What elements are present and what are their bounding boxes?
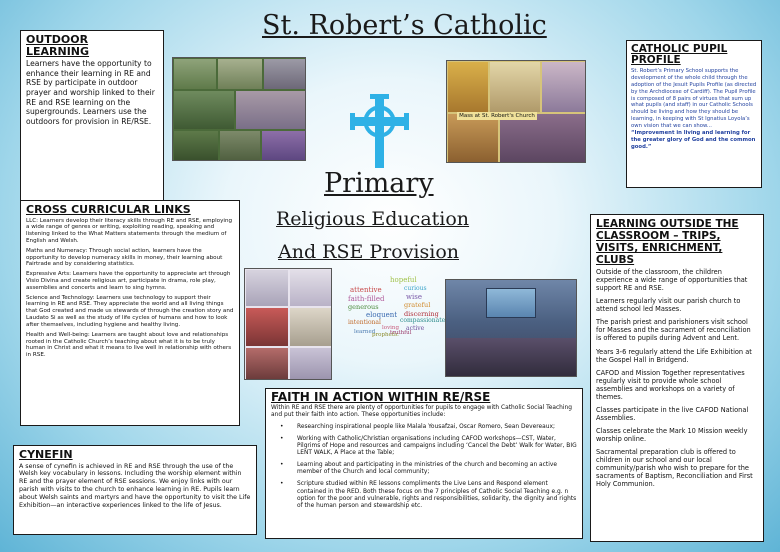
word-cloud-word: discerning: [404, 310, 439, 318]
word-cloud-word: attentive: [350, 286, 382, 294]
title-primary: Primary: [324, 168, 434, 199]
outdoor-learning-panel: [20, 30, 164, 202]
cynefin-heading: CYNEFIN: [19, 448, 73, 461]
outside-classroom-text: Learners regularly visit our parish church to attend school led Masses.: [596, 297, 741, 314]
cynefin-panel: [13, 445, 257, 535]
outdoor-photo: [174, 131, 218, 161]
children-seated-photo: [446, 338, 577, 377]
word-cloud-word: intentional: [348, 319, 381, 326]
faith-in-action-item: • Scripture studied within RE lessons compliments the Live Lens and Respond element contained in the RED. Both these focus on the 7 principles of Catholic Social Teaching e.g. n option for the poor and vulnerable, rights and responsibilities, solidarity, the dignity and rights of the human person and stewardship etc.: [271, 481, 577, 509]
outside-classroom-text: Outside of the classroom, the children experience a wide range of opportunities that support RE and RSE.: [596, 268, 748, 293]
pupil-photo: [246, 348, 288, 380]
cross-curricular-arts: Expressive Arts: Learners have the opportunity to appreciate art through Visio Divina and create religious art, participate in drama, role play, assemblies and concerts and learn to sing hymns.: [26, 271, 231, 291]
cross-curricular-science: Science and Technology: Learners use technology to support their learning in RE and RSE. They appreciate the world and all living things that God created and made us stewards of through the creation story and Laudato Si as well as the study of life cycles of humans and how to look after themselves, including hygiene and healthy living.: [26, 294, 234, 328]
faith-in-action-item: • Researching inspirational people like Malala Yousafzai, Oscar Romero, Sean Devereaux;: [271, 424, 577, 431]
cross-curricular-heading: CROSS CURRICULAR LINKS: [26, 203, 191, 216]
pupil-profile-quote: “Improvement in living and learning for the greater glory of God and the common good.”: [631, 129, 756, 150]
mass-photo-collage: [446, 60, 586, 163]
pupil-profile-panel: [626, 40, 762, 188]
outdoor-learning-heading: OUTDOOR LEARNING: [26, 33, 90, 58]
word-cloud-word: generous: [348, 303, 379, 311]
mass-photo-caption: Mass at St. Robert's Church: [457, 112, 537, 120]
faith-in-action-list: [271, 424, 577, 510]
cross-curricular-health: Health and Well-being: Learners are taught about love and relationships rooted in the Catholic Church’s teaching about what it is to be truly human in Christ and what it means to live well in relationship with others in RSE.: [26, 331, 232, 359]
word-cloud-word: curious: [404, 285, 427, 292]
outside-classroom-text: Classes celebrate the Mark 10 Mission weekly worship online.: [596, 426, 748, 443]
presentation-screen-photo: [486, 288, 536, 318]
prayer-photo-collage: [244, 268, 332, 380]
outside-classroom-text: Years 3-6 regularly attend the Life Exhibition at the Gospel Hall in Bridgend.: [596, 347, 752, 364]
outside-classroom-text: Sacramental preparation club is offered to children in our school and our local community/parish who wish to prepare for the sacraments of Baptism, Reconciliation and First Holy Communion.: [596, 447, 753, 488]
outdoor-photo: [264, 59, 306, 89]
outdoor-photo-collage: [172, 57, 306, 161]
word-cloud-word: compassionate: [400, 317, 446, 324]
faith-in-action-item: • Working with Catholic/Christian organisations including CAFOD workshops—CST, Water, Pilgrims of Hope and resources and campaigns including ‘Cancel the Debt’ Walk for Water, BIG LENT WALK, A Place at the Table;: [271, 436, 577, 457]
outside-classroom-heading: LEARNING OUTSIDE THE CLASSROOM – TRIPS, VISITS, ENRICHMENT, CLUBS: [596, 218, 739, 267]
pupil-photo: [246, 308, 288, 346]
word-cloud-word: hopeful: [390, 276, 417, 284]
word-cloud-word: grateful: [404, 301, 431, 309]
school-name: St. Robert’s Catholic: [262, 10, 547, 41]
outside-classroom-text: CAFOD and Mission Together representatives regularly visit to provide whole school assemblies and workshops on a variety of themes.: [596, 368, 745, 401]
church-photo: [490, 62, 540, 112]
cynefin-text: A sense of cynefin is achieved in RE and RSE through the use of the Welsh key vocabulary in lessons. Including the worship element within RE and the prayer element of RSE sessions. We enjoy links with our parish with visits to the church to enhance learning in RE. Pupils learn about Welsh saints and martyrs and have the opportunity to visit the Life Exhibition—an interactive experiences linked to the life of Jesus.: [19, 462, 251, 509]
pupil-profile-heading: CATHOLIC PUPIL PROFILE: [631, 43, 728, 67]
cross-curricular-llc: LLC: Learners develop their literacy skills through RE and RSE, employing a wide range of genres or writing, exploiting reading, speaking and listening linked to the What Matters statements through the medium of English and Welsh.: [26, 217, 233, 244]
word-cloud-word: active: [406, 325, 425, 332]
faith-in-action-item: • Learning about and participating in the ministries of the church and becoming an active member of the Church and local community;: [271, 462, 577, 476]
pupil-profile-text: [631, 68, 757, 151]
faith-in-action-panel: [265, 388, 583, 539]
word-cloud-word: faith-filled: [348, 295, 385, 303]
outdoor-photo: [218, 59, 262, 89]
workshop-photo: [445, 279, 577, 377]
title-religious-education: Religious Education: [276, 208, 470, 230]
virtues-word-cloud: [348, 276, 446, 340]
cross-curricular-maths: Maths and Numeracy: Through social action, learners have the opportunity to develop numeracy skills in money, their learning about Fairtrade and by considering statistics.: [26, 247, 223, 268]
outdoor-photo: [174, 91, 234, 129]
artwork-photo: [290, 348, 332, 380]
outdoor-photo: [236, 91, 306, 129]
title-rse-provision: And RSE Provision: [278, 241, 460, 263]
word-cloud-word: prophetic: [372, 332, 399, 338]
outdoor-learning-text: Learners have the opportunity to enhance their learning in RE and RSE by participate in outdoor prayer and worship linked to their RE and RSE learning on the supergrounds. Learners use the outdoors for provision in RE/RSE.: [26, 59, 155, 126]
artwork-photo: [290, 308, 332, 346]
outside-classroom-text: Classes participate in the live CAFOD National Assemblies.: [596, 405, 749, 422]
word-cloud-word: wise: [406, 293, 422, 301]
church-photo: [448, 114, 498, 163]
outdoor-photo: [174, 59, 216, 89]
word-cloud-word: eloquent: [366, 311, 398, 319]
cross-curricular-panel: [20, 200, 240, 426]
artwork-photo: [290, 270, 332, 306]
outside-classroom-panel: [590, 214, 764, 542]
pupil-profile-body: St. Robert’s Primary School supports the development of the whole child through the adoption of the Jesuit Pupils Profile (as directed by the Archdiocese of Cardiff). The Pupil Profile is composed of 8 pairs of virtues that sum up what pupils (and staff) in our Catholic Schools should be living and how they should be learning, in keeping with St Ignatius Loyola’s own vision that we can show...: [631, 68, 757, 130]
church-photo: [542, 62, 586, 112]
outside-classroom-text: The parish priest and parishioners visit school for Masses and the sacrament of reconciliation is offered to pupils during Advent and Lent.: [596, 318, 751, 343]
faith-in-action-intro: Within RE and RSE there are plenty of opportunities for pupils to engage with Catholic Social Teaching and put their faith into action. These opportunities include:: [271, 404, 573, 418]
outdoor-photo: [262, 131, 306, 161]
word-cloud-word: truthful: [390, 330, 412, 336]
celtic-cross-icon: [348, 92, 410, 170]
church-photo: [500, 114, 586, 163]
word-cloud-word: learned: [354, 329, 376, 335]
church-photo: [448, 62, 488, 112]
artwork-photo: [246, 270, 288, 306]
outdoor-photo: [220, 131, 260, 161]
word-cloud-word: loving: [382, 325, 399, 331]
faith-in-action-heading: FAITH IN ACTION WITHIN RE/RSE: [271, 390, 491, 404]
